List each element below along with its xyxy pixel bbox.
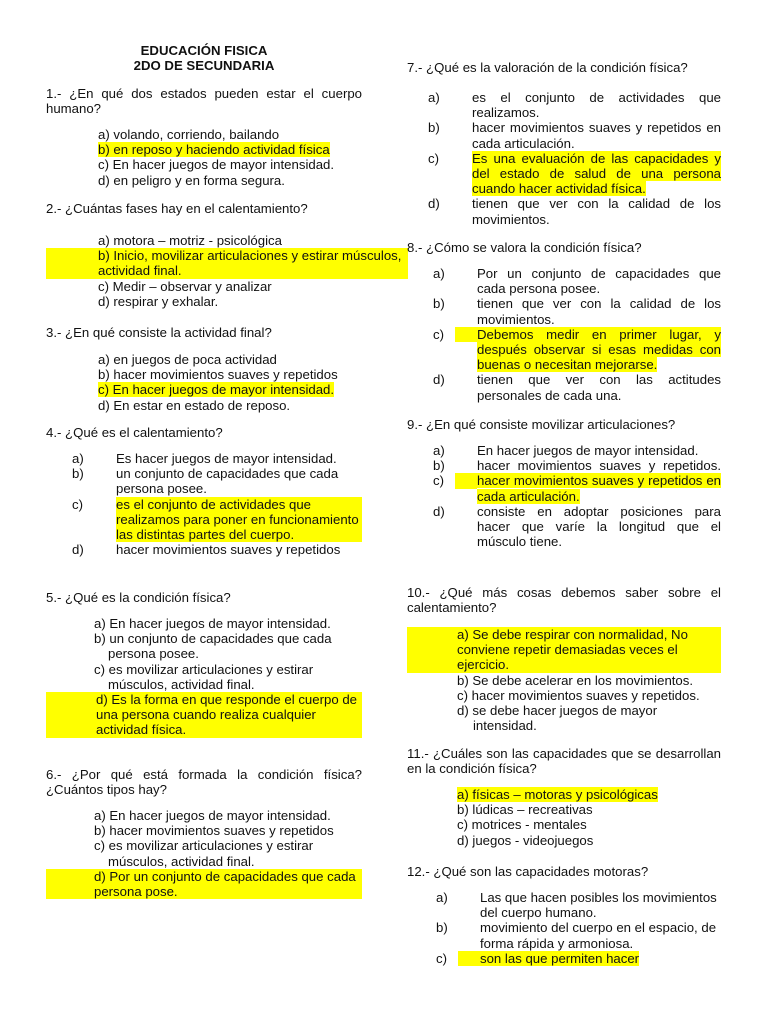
option-8b: b) tienen que ver con la calidad de los movimientos. bbox=[433, 296, 721, 327]
question-12-options bbox=[436, 890, 721, 966]
option-9b: b) hacer movimientos suaves y repetidos. bbox=[433, 458, 721, 474]
option-11d: d) juegos - videojuegos bbox=[457, 832, 594, 848]
option-5a: a) En hacer juegos de mayor intensidad. bbox=[94, 616, 331, 631]
option-11c: c) motrices - mentales bbox=[457, 817, 587, 833]
question-6-options bbox=[94, 808, 362, 899]
option-12c: c) son las que permiten hacer bbox=[436, 950, 640, 966]
option-9a: a) En hacer juegos de mayor intensidad. bbox=[433, 443, 699, 458]
option-7b: b) hacer movimientos suaves y repetidos en cada articulación. bbox=[428, 120, 721, 151]
option-7a: a) es el conjunto de actividades que realizamos. bbox=[428, 90, 721, 121]
option-6d: d) Por un conjunto de capacidades que cada persona pose. bbox=[46, 869, 362, 899]
question-6: 6.- ¿Por qué está formada la condición física? ¿Cuántos tipos hay? bbox=[46, 767, 362, 798]
option-12b: b) movimiento del cuerpo en el espacio, de forma rápida y armoniosa. bbox=[436, 920, 717, 951]
question-2: 2.- ¿Cuántas fases hay en el calentamiento? bbox=[46, 201, 308, 216]
option-10b: b) Se debe acelerar en los movimientos. bbox=[457, 672, 694, 688]
option-4b: b) un conjunto de capacidades que cada persona posee. bbox=[72, 466, 339, 497]
question-1-options bbox=[98, 127, 362, 188]
option-3a: a) en juegos de poca actividad bbox=[98, 352, 277, 367]
question-1: 1.- ¿En qué dos estados pueden estar el cuerpo humano? bbox=[46, 86, 362, 117]
question-7: 7.- ¿Qué es la valoración de la condición física? bbox=[407, 60, 688, 75]
option-10c: c) hacer movimientos suaves y repetidos. bbox=[457, 687, 700, 703]
option-1b: b) en reposo y haciendo actividad física bbox=[98, 142, 330, 158]
question-5: 5.- ¿Qué es la condición física? bbox=[46, 590, 231, 605]
option-5b: b) un conjunto de capacidades que cada persona posee. bbox=[94, 631, 332, 662]
option-5d: d) Es la forma en que responde el cuerpo de una persona cuando realiza cualquier actividad física. bbox=[46, 692, 362, 738]
option-11b: b) lúdicas – recreativas bbox=[457, 802, 593, 818]
option-6c: c) es movilizar articulaciones y estirar músculos, actividad final. bbox=[94, 838, 314, 869]
option-4c: c) es el conjunto de actividades que realizamos para poner en funcionamiento las distintas partes del cuerpo. bbox=[46, 497, 362, 543]
option-10d: d) se debe hacer juegos de mayor intensidad. bbox=[457, 703, 658, 734]
option-2b: b) Inicio, movilizar articulaciones y estirar músculos, actividad final. bbox=[46, 248, 408, 278]
question-9: 9.- ¿En qué consiste movilizar articulaciones? bbox=[407, 417, 676, 432]
option-1c: c) En hacer juegos de mayor intensidad. bbox=[98, 157, 335, 173]
option-8d: d) tienen que ver con las actitudes personales de cada una. bbox=[433, 372, 721, 403]
question-5-options bbox=[94, 616, 362, 738]
question-10-options bbox=[457, 627, 721, 733]
question-11-options bbox=[457, 787, 721, 848]
option-1d: d) en peligro y en forma segura. bbox=[98, 172, 285, 188]
option-8a: a) Por un conjunto de capacidades que cada persona posee. bbox=[433, 266, 721, 297]
option-1a: a) volando, corriendo, bailando bbox=[98, 127, 280, 142]
question-9-options bbox=[433, 443, 721, 550]
option-5c: c) es movilizar articulaciones y estirar músculos, actividad final. bbox=[94, 661, 314, 692]
question-10: 10.- ¿Qué más cosas debemos saber sobre el calentamiento? bbox=[407, 585, 721, 616]
option-12a: a) Las que hacen posibles los movimientos del cuerpo humano. bbox=[436, 890, 717, 921]
option-11a: a) físicas – motoras y psicológicas bbox=[457, 787, 658, 802]
option-7c: c) Es una evaluación de las capacidades y del estado de salud de una persona cuando hacer actividad física. bbox=[428, 150, 721, 197]
option-3d: d) En estar en estado de reposo. bbox=[98, 397, 291, 413]
question-8: 8.- ¿Cómo se valora la condición física? bbox=[407, 240, 642, 255]
option-2d: d) respirar y exhalar. bbox=[98, 293, 219, 309]
question-2-options bbox=[98, 233, 402, 309]
title-line-2: 2DO DE SECUNDARIA bbox=[133, 58, 275, 74]
option-3c: c) En hacer juegos de mayor intensidad. bbox=[98, 382, 335, 398]
option-2a: a) motora – motriz - psicológica bbox=[98, 233, 282, 248]
option-10a: a) Se debe respirar con normalidad, No conviene repetir demasiadas veces el ejercicio. bbox=[407, 627, 721, 673]
question-3: 3.- ¿En qué consiste la actividad final? bbox=[46, 325, 272, 340]
question-4: 4.- ¿Qué es el calentamiento? bbox=[46, 425, 223, 440]
question-12: 12.- ¿Qué son las capacidades motoras? bbox=[407, 864, 649, 879]
document-title bbox=[46, 43, 362, 73]
option-7d: d) tienen que ver con la calidad de los movimientos. bbox=[428, 196, 721, 227]
option-9d: d) consiste en adoptar posiciones para hacer que varíe la longitud que el músculo tiene. bbox=[433, 503, 721, 550]
question-4-options bbox=[72, 451, 362, 558]
option-4a: a) Es hacer juegos de mayor intensidad. bbox=[72, 451, 337, 466]
option-8c: c) Debemos medir en primer lugar, y después observar si esas medidas con buenas o necesitan mejorarse. bbox=[433, 326, 721, 373]
option-6a: a) En hacer juegos de mayor intensidad. bbox=[94, 808, 331, 823]
option-3b: b) hacer movimientos suaves y repetidos bbox=[98, 367, 338, 383]
option-6b: b) hacer movimientos suaves y repetidos bbox=[94, 823, 334, 839]
question-11: 11.- ¿Cuáles son las capacidades que se desarrollan en la condición física? bbox=[407, 746, 721, 777]
question-3-options bbox=[98, 352, 362, 413]
option-9c: c) hacer movimientos suaves y repetidos en cada articulación. bbox=[433, 473, 721, 504]
title-line-1: EDUCACIÓN FISICA bbox=[140, 43, 268, 58]
question-7-options bbox=[428, 90, 721, 227]
option-2c: c) Medir – observar y analizar bbox=[98, 278, 272, 294]
question-8-options bbox=[433, 266, 721, 403]
option-4d: d) hacer movimientos suaves y repetidos bbox=[72, 542, 341, 558]
